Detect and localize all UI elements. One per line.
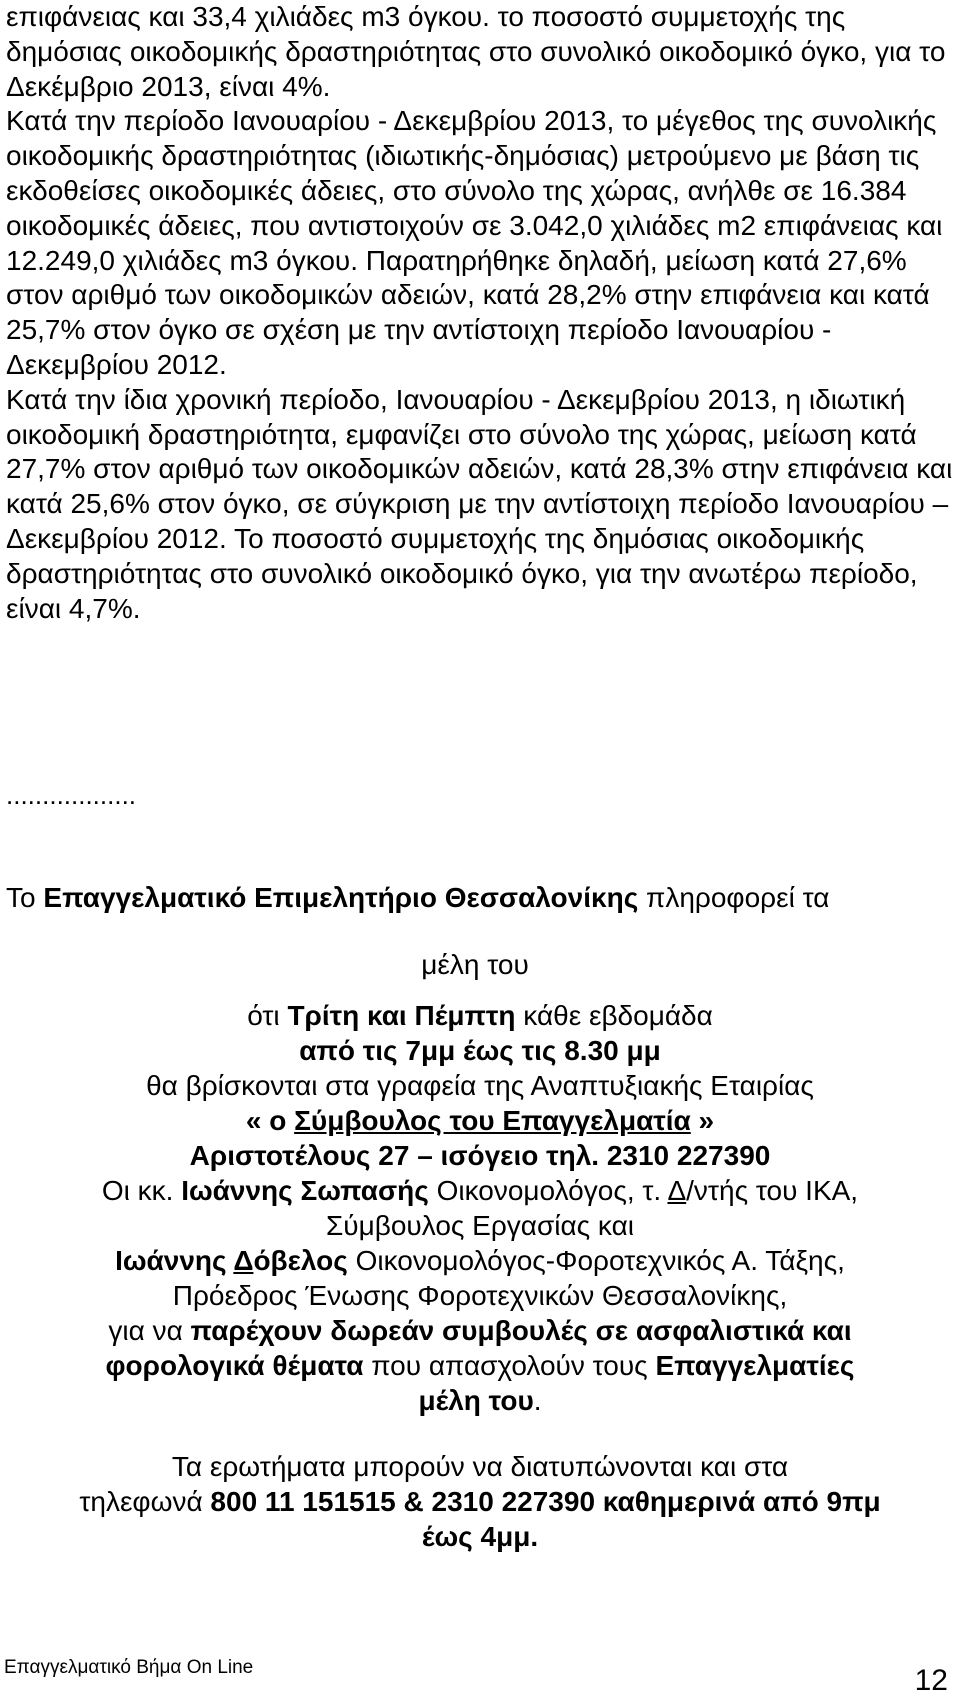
footer-publication: Επαγγελματικό Βήμα On Line xyxy=(4,1657,254,1678)
paragraph-surface-volume: επιφάνειας και 33,4 χιλιάδες m3 όγκου. το ποσοστό συμμετοχής της δημόσιας οικοδομικής δραστηριότητας στο συνολικό οικοδομικό όγκο, για το Δεκέμβριο 2013, είναι 4%. xyxy=(6,1,946,102)
notice-days: Τρίτη και Πέμπτη xyxy=(287,1000,516,1031)
notice-line-topics: φορολογικά θέματα που απασχολούν τους Επαγγελματίες xyxy=(105,1350,855,1381)
notice-line-hours: από τις 7μμ έως τις 8.30 μμ xyxy=(299,1035,661,1066)
advisor-2-name: Ιωάννης Δόβελος xyxy=(115,1245,348,1276)
notice-line-days: ότι Τρίτη και Πέμπτη κάθε εβδομάδα xyxy=(247,1000,713,1031)
chamber-notice-members xyxy=(0,947,960,982)
notice-line-questions: Τα ερωτήματα μπορούν να διατυπώνονται και στα xyxy=(171,1451,789,1482)
notice-line-advisor-2-role: Πρόεδρος Ένωσης Φοροτεχνικών Θεσσαλονίκης, xyxy=(172,1280,788,1311)
paragraph-annual-activity: Κατά την περίοδο Ιανουαρίου - Δεκεμβρίου 2013, το μέγεθος της συνολικής οικοδομικής δραστηριότητας (ιδιωτικής-δημόσιας) μετρούμενο με βάση τις εκδοθείσες οικοδομικές άδειες, στο σύνολο της χώρας, ανήλθε σε 16.384 οικοδομικές άδειες, που αντιστοιχούν σε 3.042,0 χιλιάδες m2 επιφάνειας και 12.249,0 χιλιάδες m3 όγκου. Παρατηρήθηκε δηλαδή, μείωση κατά 27,6% στον αριθμό των οικοδομικών αδειών, κατά 28,2% στην επιφάνεια και κατά 25,7% στον όγκο σε σχέση με την αντίστοιχη περίοδο Ιανουαρίου - Δεκεμβρίου 2012. xyxy=(6,105,943,380)
notice-line-address: Αριστοτέλους 27 – ισόγειο τηλ. 2310 227390 xyxy=(189,1140,771,1171)
notice-line-offices: θα βρίσκονται στα γραφεία της Αναπτυξιακής Εταιρίας xyxy=(146,1070,814,1101)
notice-line-advisor-2: Ιωάννης Δόβελος Οικονομολόγος-Φοροτεχνικός Α. Τάξης, xyxy=(115,1245,845,1276)
chamber-notice xyxy=(0,880,960,915)
phone-numbers: 800 11 151515 & 2310 227390 καθημερινά από 9πμ xyxy=(210,1486,881,1517)
notice-line-advisor-1-role: Σύμβουλος Εργασίας και xyxy=(326,1210,634,1241)
notice-line-organization: « ο Σύμβουλος του Επαγγελματία » xyxy=(245,1105,715,1136)
paragraph-private-activity: Κατά την ίδια χρονική περίοδο, Ιανουαρίου - Δεκεμβρίου 2013, η ιδιωτική οικοδομική δραστηριότητα, εμφανίζει στο σύνολο της χώρας, μείωση κατά 27,7% στον αριθμό των οικοδομικών αδειών, κατά 28,3% στην επιφάνεια και κατά 25,6% στον όγκο, σε σύγκριση με την αντίστοιχη περίοδο Ιανουαρίου – Δεκεμβρίου 2012. Το ποσοστό συμμετοχής της δημόσιας οικοδομικής δραστηριότητας στο συνολικό οικοδομικό όγκο, για την ανωτέρω περίοδο, είναι 4,7%. xyxy=(6,383,953,624)
section-separator: .................. xyxy=(6,780,137,810)
notice-line-phones: τηλεφωνά 800 11 151515 & 2310 227390 καθημερινά από 9πμ xyxy=(79,1486,881,1517)
advisor-1-name: Ιωάννης Σωπασής xyxy=(181,1175,429,1206)
notice-line-intro: Το Επαγγελματικό Επιμελητήριο Θεσσαλονίκης πληροφορεί τα xyxy=(6,882,830,913)
notice-line-members: μέλη του xyxy=(421,949,529,980)
chamber-name: Επαγγελματικό Επιμελητήριο Θεσσαλονίκης xyxy=(43,882,639,913)
organization-name: Σύμβουλος του Επαγγελματία xyxy=(294,1105,691,1136)
article-body xyxy=(6,0,956,626)
page-number: 12 xyxy=(914,1664,948,1697)
notice-line-advisor-1: Οι κκ. Ιωάννης Σωπασής Οικονομολόγος, τ. Δ/ντής του ΙΚΑ, xyxy=(101,1175,859,1206)
notice-line-phone-hours: έως 4μμ. xyxy=(421,1521,539,1552)
notice-line-purpose: για να παρέχουν δωρεάν συμβουλές σε ασφαλιστικά και xyxy=(108,1315,852,1346)
chamber-notice-contact xyxy=(0,1449,960,1554)
chamber-notice-details xyxy=(0,998,960,1418)
notice-line-members-end: μέλη του. xyxy=(418,1385,542,1416)
